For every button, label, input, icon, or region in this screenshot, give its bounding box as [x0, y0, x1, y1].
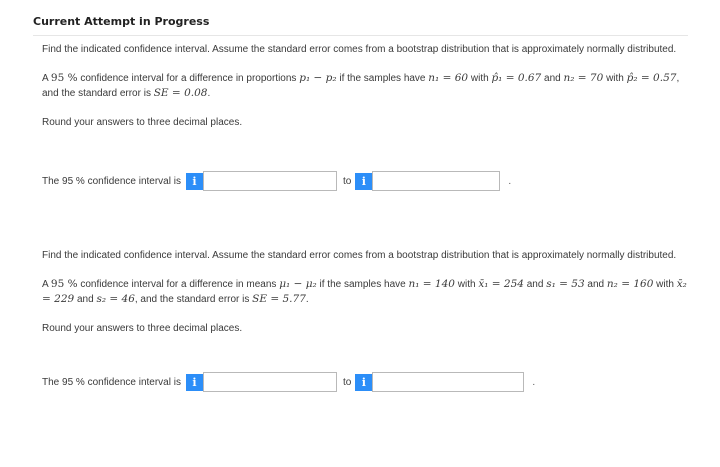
question-1-answer-row	[42, 170, 511, 192]
page-title: Current Attempt in Progress	[33, 15, 210, 28]
problem-text: and	[584, 278, 607, 290]
problem-text: if the samples have	[316, 278, 409, 290]
math-expression: p̂₂ = 0.57	[626, 71, 677, 84]
to-label: to	[342, 175, 352, 187]
question-2-problem	[42, 277, 692, 308]
info-icon[interactable]: i	[355, 173, 372, 190]
upper-bound-input[interactable]	[372, 171, 500, 191]
problem-text: confidence interval for a difference in means	[77, 278, 280, 290]
problem-text: .	[305, 294, 309, 305]
answer-prefix: The 95 % confidence interval is	[42, 175, 181, 187]
question-2	[42, 249, 692, 336]
problem-text: and	[523, 278, 547, 290]
math-expression: x̄₂ = 229	[42, 277, 687, 305]
problem-text: with	[653, 278, 677, 290]
problem-text: and	[541, 72, 564, 84]
problem-text: , and the standard error is	[42, 72, 680, 99]
math-expression: s₁ = 53	[546, 277, 585, 290]
question-1-round-instruction: Round your answers to three decimal places.	[42, 116, 243, 128]
problem-text: with	[468, 72, 492, 84]
math-expression: x̄₁ = 254	[478, 277, 524, 290]
problem-text: and	[74, 294, 97, 305]
math-expression: SE = 0.08	[153, 87, 208, 99]
problem-text: confidence interval for a difference in proportions	[77, 72, 300, 84]
problem-text: , and the standard error is	[134, 294, 253, 305]
question-2-round-instruction: Round your answers to three decimal places.	[42, 322, 243, 334]
info-icon[interactable]: i	[355, 374, 372, 391]
problem-text: .	[207, 88, 211, 99]
divider	[33, 35, 688, 36]
answer-prefix: The 95 % confidence interval is	[42, 376, 181, 388]
math-expression: p̂₁ = 0.67	[491, 71, 542, 84]
math-expression: n₁ = 140	[408, 277, 455, 290]
math-expression: p₁ − p₂	[299, 71, 337, 84]
problem-text: A	[42, 278, 51, 290]
math-expression: n₂ = 70	[563, 71, 604, 84]
question-1-intro: Find the indicated confidence interval. Assume the standard error comes from a bootstrap distribution that is approximately normally distributed.	[42, 44, 677, 55]
upper-bound-input[interactable]	[372, 372, 524, 392]
question-2-intro: Find the indicated confidence interval. Assume the standard error comes from a bootstrap distribution that is approximately normally distributed.	[42, 250, 677, 261]
to-label: to	[342, 376, 352, 388]
problem-text: if the samples have	[336, 72, 429, 84]
info-icon[interactable]: i	[186, 374, 203, 391]
math-expression: s₂ = 46	[96, 293, 135, 305]
lower-bound-input[interactable]	[203, 372, 337, 392]
question-1-problem	[42, 71, 692, 102]
trailing-period: .	[508, 175, 512, 187]
lower-bound-input[interactable]	[203, 171, 337, 191]
math-expression: μ₁ − μ₂	[279, 277, 317, 290]
math-expression: n₁ = 60	[428, 71, 469, 84]
problem-text: A	[42, 72, 51, 84]
trailing-period: .	[532, 376, 536, 388]
problem-text: with	[454, 278, 479, 290]
question-2-answer-row	[42, 371, 535, 393]
math-expression: n₂ = 160	[606, 277, 654, 290]
confidence-level: 95 %	[50, 71, 78, 84]
confidence-level: 95 %	[50, 277, 78, 290]
info-icon[interactable]: i	[186, 173, 203, 190]
math-expression: SE = 5.77	[252, 293, 306, 305]
problem-text: with	[603, 72, 627, 84]
question-1	[42, 43, 692, 130]
